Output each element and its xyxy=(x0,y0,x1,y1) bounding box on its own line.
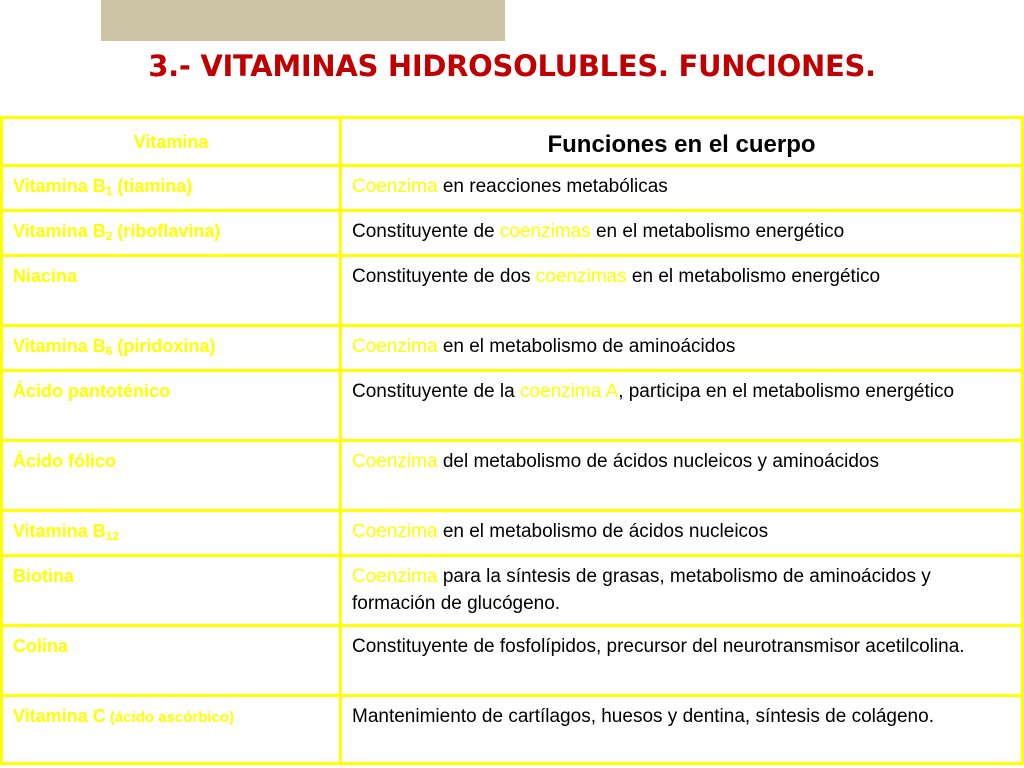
vitamin-subscript: 2 xyxy=(105,229,113,243)
function-text: en reacciones metabólicas xyxy=(437,176,668,197)
function-text: Constituyente de xyxy=(352,221,500,242)
function-text: en el metabolismo energético xyxy=(590,221,845,242)
vitamin-function xyxy=(341,256,1023,326)
table-row xyxy=(2,556,1023,626)
vitamin-name-text: Colina xyxy=(13,636,69,656)
vitamin-function xyxy=(341,166,1023,211)
vitamin-name xyxy=(2,211,341,256)
vitamin-name xyxy=(2,441,341,511)
vitamin-name-text: Vitamina B xyxy=(13,221,106,241)
table-body xyxy=(2,166,1023,764)
header-funciones: Funciones en el cuerpo xyxy=(341,118,1023,166)
coenzyme-highlight: Coenzima xyxy=(352,521,438,542)
page-title: 3.- VITAMINAS HIDROSOLUBLES. FUNCIONES. xyxy=(148,49,876,83)
coenzyme-highlight: Coenzima xyxy=(352,336,438,357)
function-text: en el metabolismo energético xyxy=(626,266,881,287)
vitamin-function xyxy=(341,556,1023,626)
vitamin-function xyxy=(341,371,1023,441)
vitamin-name-text: Vitamina C xyxy=(13,706,106,726)
vitamin-name-text: Biotina xyxy=(13,566,74,586)
function-text: Constituyente de dos xyxy=(352,266,536,287)
decorative-tan-bar xyxy=(101,0,505,41)
table-row xyxy=(2,696,1023,764)
header-vitamina: Vitamina xyxy=(2,118,341,166)
table-row xyxy=(2,441,1023,511)
vitamin-name xyxy=(2,166,341,211)
vitamin-name-text: Ácido pantoténico xyxy=(13,381,170,401)
table-row xyxy=(2,326,1023,371)
vitamin-subscript: 1 xyxy=(105,184,113,198)
coenzyme-highlight: coenzimas xyxy=(535,266,627,287)
vitamin-name xyxy=(2,326,341,371)
vitamin-name-text: Vitamina B xyxy=(13,176,106,196)
vitamin-function xyxy=(341,696,1023,764)
coenzyme-highlight: Coenzima xyxy=(352,566,438,587)
function-text: Constituyente de la xyxy=(352,381,520,402)
vitamin-name-text: Niacina xyxy=(13,266,78,286)
vitamin-name-text: Vitamina B xyxy=(13,336,106,356)
table-row xyxy=(2,256,1023,326)
vitamin-name xyxy=(2,626,341,696)
function-text: Mantenimiento de cartílagos, huesos y dentina, síntesis de colágeno. xyxy=(352,706,934,727)
coenzyme-highlight: Coenzima xyxy=(352,176,438,197)
vitamin-chemical-name: (tiamina) xyxy=(112,176,193,196)
vitamin-chemical-name: (riboflavina) xyxy=(112,221,221,241)
vitamin-name xyxy=(2,696,341,764)
vitamin-name xyxy=(2,371,341,441)
coenzyme-highlight: coenzima A xyxy=(519,381,619,402)
coenzyme-highlight: coenzimas xyxy=(499,221,591,242)
vitamin-subscript: 12 xyxy=(105,529,120,543)
function-text: para la síntesis de grasas, metabolismo de aminoácidos y formación de glucógeno. xyxy=(352,566,931,614)
table-row xyxy=(2,211,1023,256)
table-header-row xyxy=(2,118,1023,166)
vitamin-chemical-name: (piridoxina) xyxy=(112,336,216,356)
function-text: , participa en el metabolismo energético xyxy=(618,381,955,402)
vitamin-name xyxy=(2,256,341,326)
vitamin-name xyxy=(2,511,341,556)
vitamins-table xyxy=(0,116,1024,765)
function-text: Constituyente de fosfolípidos, precursor del neurotransmisor acetilcolina. xyxy=(352,636,965,657)
table-row xyxy=(2,371,1023,441)
coenzyme-highlight: Coenzima xyxy=(352,451,438,472)
vitamin-subscript: 6 xyxy=(105,344,113,358)
function-text: en el metabolismo de aminoácidos xyxy=(437,336,736,357)
table-row xyxy=(2,626,1023,696)
vitamin-function xyxy=(341,326,1023,371)
vitamin-function xyxy=(341,626,1023,696)
function-text: en el metabolismo de ácidos nucleicos xyxy=(437,521,769,542)
table-row xyxy=(2,166,1023,211)
vitamin-function xyxy=(341,211,1023,256)
vitamin-function xyxy=(341,441,1023,511)
vitamin-name xyxy=(2,556,341,626)
function-text: del metabolismo de ácidos nucleicos y aminoácidos xyxy=(437,451,879,472)
vitamin-name-text: Vitamina B xyxy=(13,521,106,541)
vitamin-function xyxy=(341,511,1023,556)
vitamin-chemical-name: (ácido ascórbico) xyxy=(105,709,235,726)
vitamin-name-text: Ácido fólico xyxy=(13,451,116,471)
table-row xyxy=(2,511,1023,556)
